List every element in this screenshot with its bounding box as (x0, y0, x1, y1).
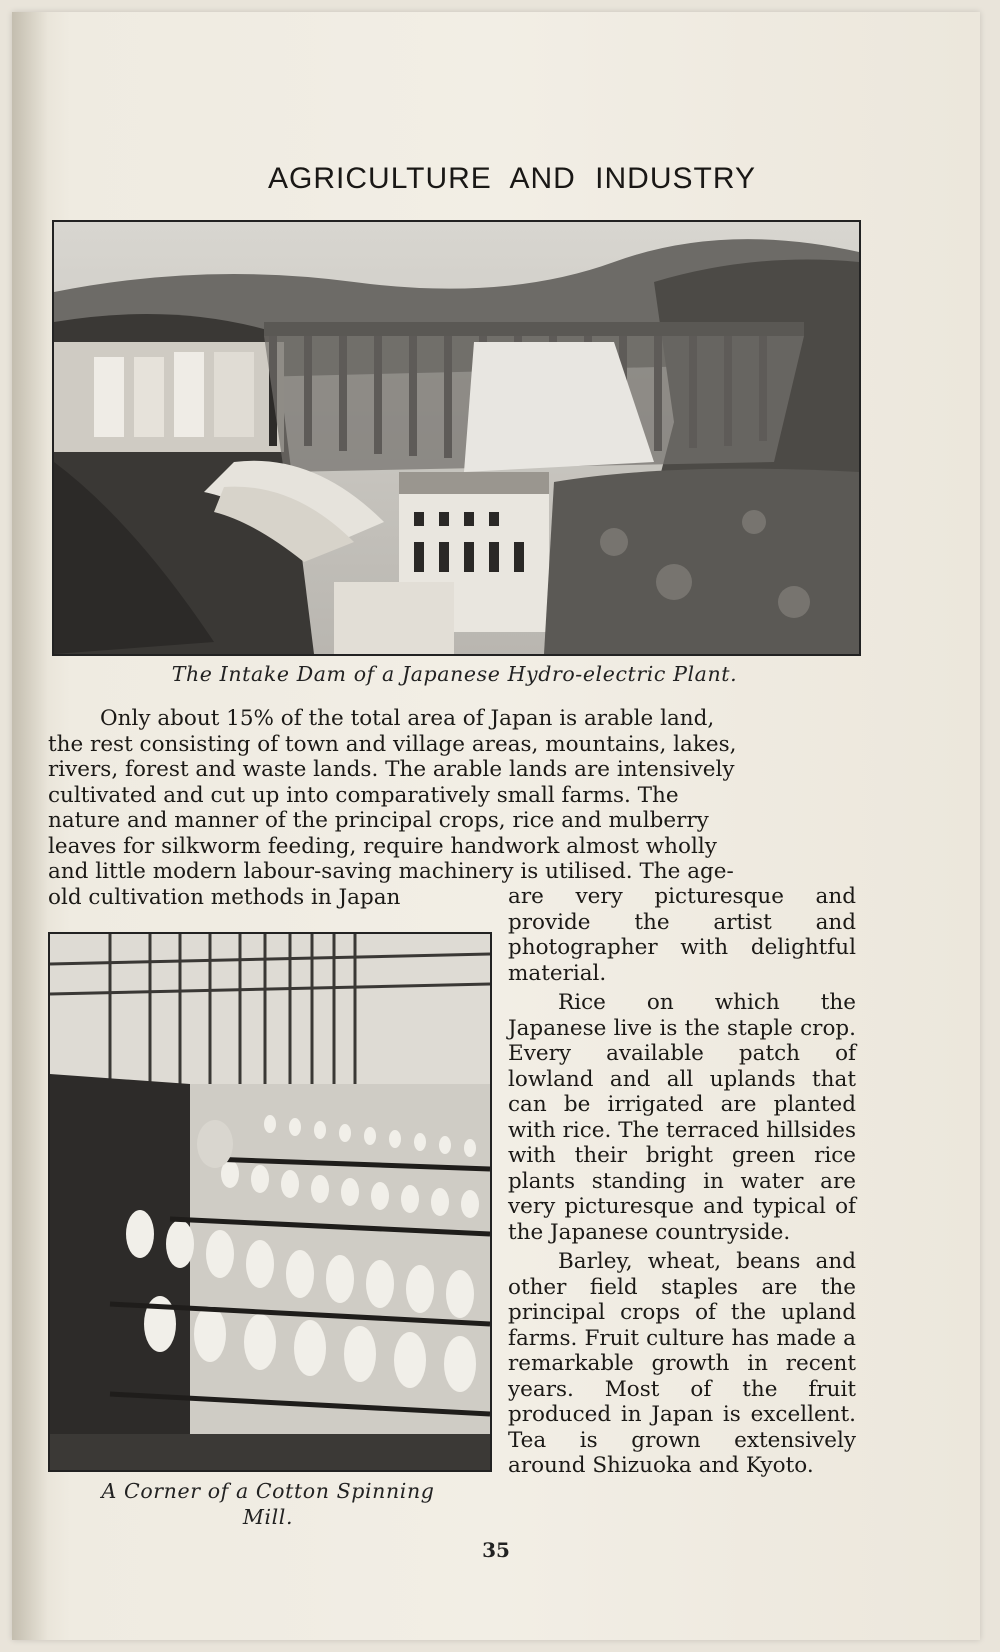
spine-shadow (12, 12, 48, 1640)
paragraph-1-line: cultivated and cut up into comparatively small farms. The (48, 782, 679, 808)
page-title: AGRICULTURE AND INDUSTRY (268, 162, 756, 195)
page-number: 35 (482, 1538, 510, 1562)
dam-photo (52, 220, 861, 656)
column-continuation: are very picturesque and provide the artist and photographer with delightful material. (508, 884, 856, 986)
mill-caption-line: Mill. (242, 1505, 294, 1529)
paragraph-1 (48, 706, 856, 910)
book-page (12, 12, 980, 1640)
mill-photo-caption (48, 1478, 488, 1530)
paragraph-1-line: old cultivation methods in Japan (48, 884, 401, 910)
mill-caption-line: A Corner of a Cotton Spinning (101, 1479, 435, 1503)
paragraph-1-line: and little modern labour-saving machinery is utilised. The age- (48, 859, 734, 884)
paragraph-1-line: leaves for silkworm feeding, require handwork almost wholly (48, 833, 717, 859)
paragraph-1-line: the rest consisting of town and village areas, mountains, lakes, (48, 731, 737, 757)
paragraph-3: Barley, wheat, beans and other field staples are the principal crops of the upland farms. Fruit culture has made a remarkable growth in recent years. Most of the fruit produced in Japan is excellent. Tea is grown extensively around Shizuoka and Kyoto. (508, 1249, 856, 1478)
paragraph-1-line: rivers, forest and waste lands. The arable lands are intensively (48, 757, 735, 782)
spinning-mill-photo (48, 932, 492, 1472)
dam-photo-caption: The Intake Dam of a Japanese Hydro-electric Plant. (171, 662, 738, 686)
paragraph-1-line: Only about 15% of the total area of Japan is arable land, (100, 706, 715, 731)
paragraph-2: Rice on which the Japanese live is the staple crop. Every available patch of lowland and all uplands that can be irrigated are planted with rice. The terraced hillsides with their bright green rice plants standing in water are very picturesque and typical of the Japanese countryside. (508, 990, 856, 1245)
paragraph-1-line: nature and manner of the principal crops, rice and mulberry (48, 808, 709, 833)
right-column (508, 884, 856, 1483)
